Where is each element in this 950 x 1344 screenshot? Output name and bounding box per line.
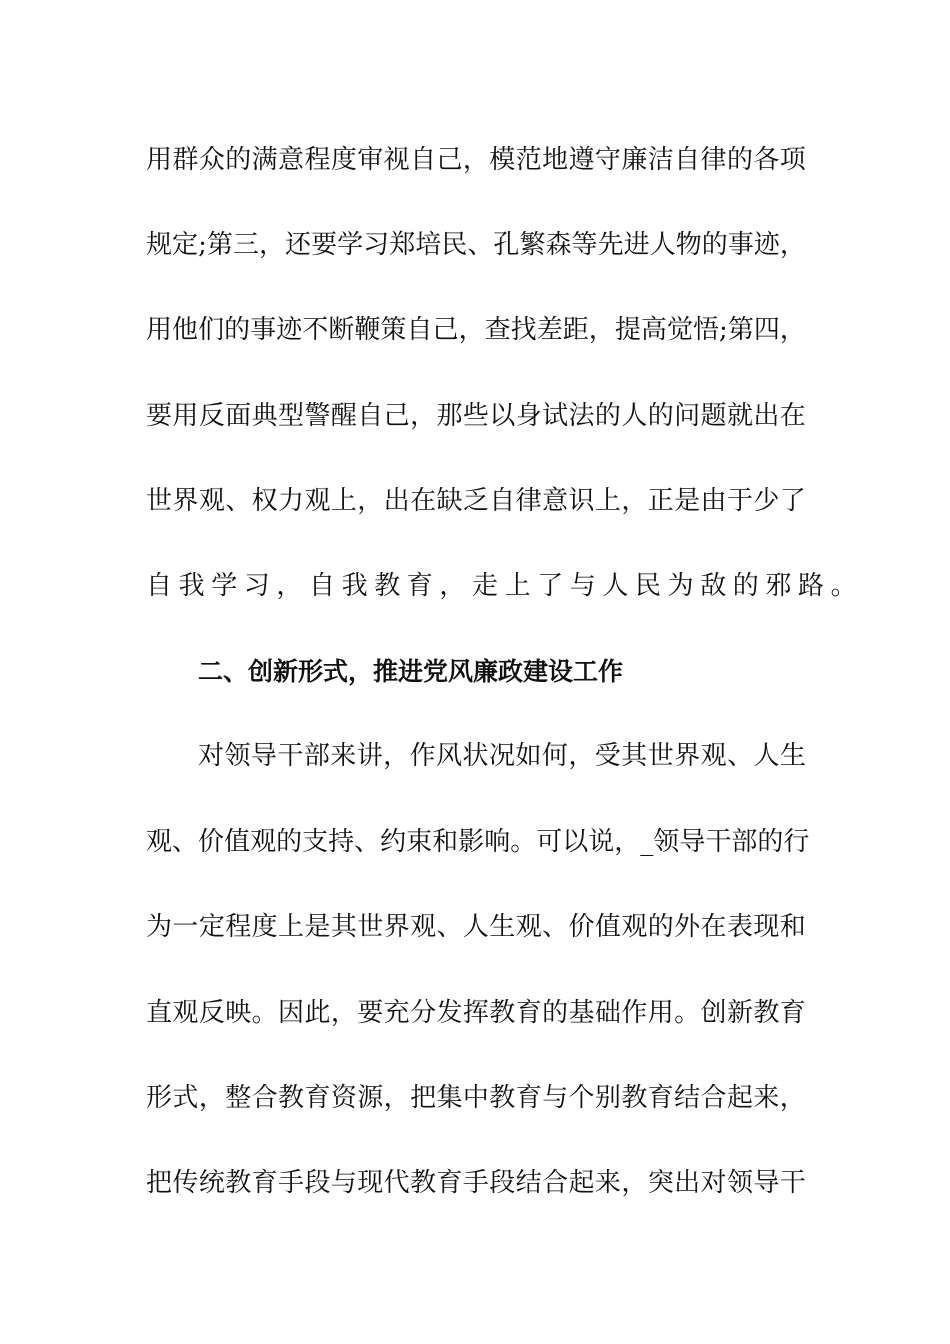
text-line: 规 定 ; 第 三 ， 还 要 学 习 郑 培 民 、 孔 繁 森 等 先 进 人 物 的 事 迹 ， <box>146 230 806 260</box>
text-line: 把 传 统 教 育 手 段 与 现 代 教 育 手 段 结 合 起 来 ， 突 出 对 领 导 干 <box>146 1168 806 1198</box>
text-line: 用 群 众 的 满 意 程 度 审 视 自 己 ， 模 范 地 遵 守 廉 洁 自 律 的 各 项 <box>146 145 806 175</box>
text-line: 用 他 们 的 事 迹 不 断 鞭 策 自 己 ， 查 找 差 距 ， 提 高 觉 悟 ; 第 四 ， <box>146 315 806 345</box>
text-line: 为 一 定 程 度 上 是 其 世 界 观 、 人 生 观 、 价 值 观 的 外 在 表 现 和 <box>146 912 806 942</box>
text-line: 自我学习，自我教育，走上了与人民为敌的邪路。 <box>146 571 864 601</box>
text-line: 观 、 价 值 观 的 支 持 、 约 束 和 影 响 。 可 以 说 ， _ 领 导 干 部 的 行 <box>146 827 810 857</box>
text-line: 要 用 反 面 典 型 警 醒 自 己 ， 那 些 以 身 试 法 的 人 的 问 题 就 出 在 <box>146 401 806 431</box>
text-line: 直 观 反 映 。 因 此 ， 要 充 分 发 挥 教 育 的 基 础 作 用 。 创 新 教 育 <box>146 998 806 1028</box>
text-line: 形 式 ， 整 合 教 育 资 源 ， 把 集 中 教 育 与 个 别 教 育 结 合 起 来 ， <box>146 1083 806 1113</box>
text-line: 对 领 导 干 部 来 讲 ， 作 风 状 况 如 何 ， 受 其 世 界 观 、 人 生 <box>198 741 806 771</box>
text-line: 世 界 观 、 权 力 观 上 ， 出 在 缺 乏 自 律 意 识 上 ， 正 是 由 于 少 了 <box>146 486 806 516</box>
section-heading: 二、创新形式，推进党风廉政建设工作 <box>198 657 624 686</box>
